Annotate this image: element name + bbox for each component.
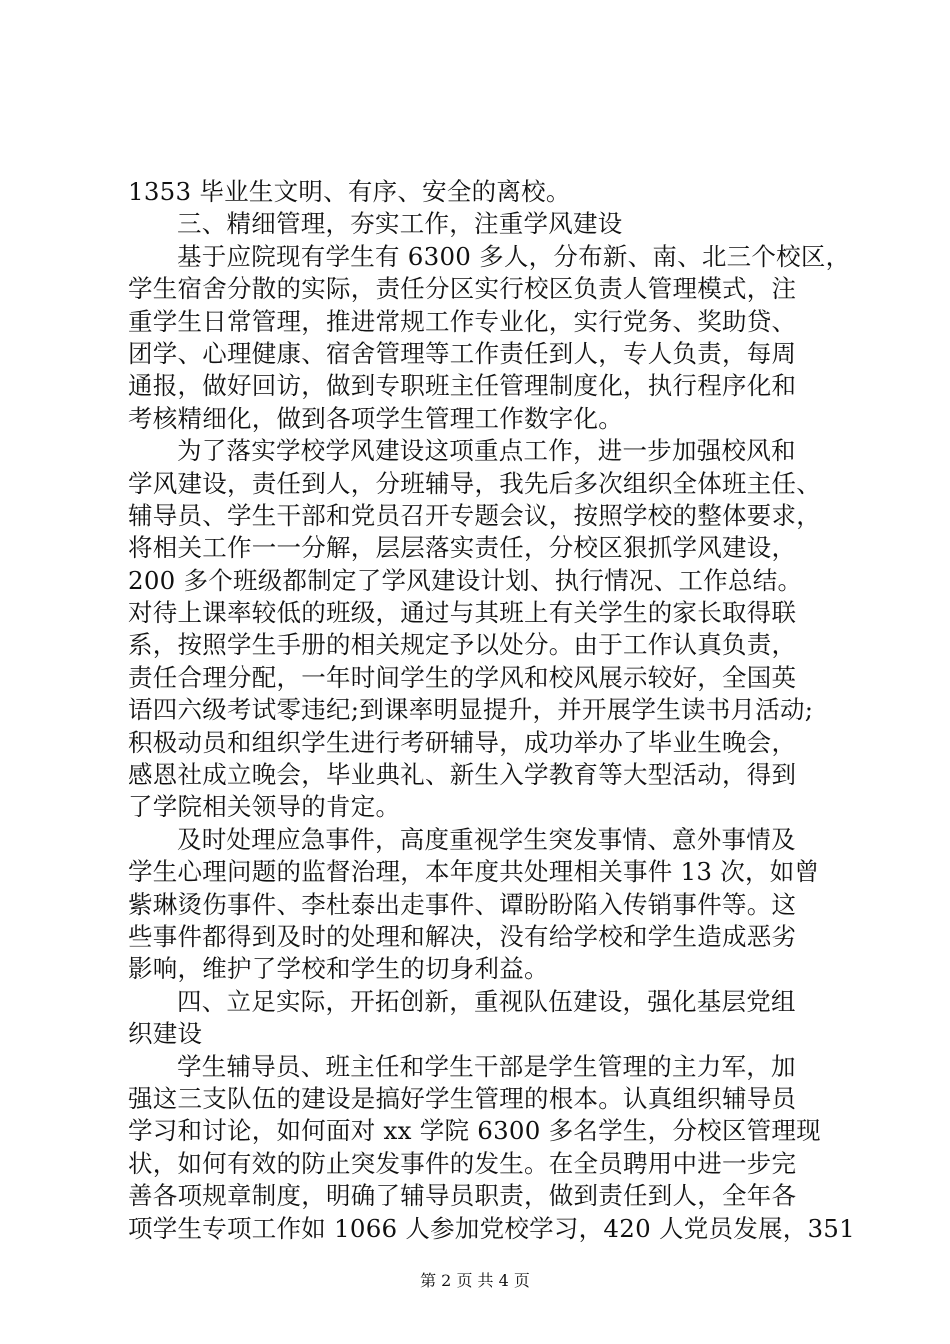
text-line: 为了落实学校学风建设这项重点工作，进一步加强校风和 bbox=[177, 436, 796, 466]
text-line: 感恩社成立晚会，毕业典礼、新生入学教育等大型活动，得到 bbox=[128, 760, 797, 790]
text-line: 及时处理应急事件，高度重视学生突发事情、意外事情及 bbox=[177, 824, 796, 854]
section-heading: 四、立足实际，开拓创新，重视队伍建设，强化基层党组 bbox=[177, 986, 796, 1016]
text-line: 学习和讨论，如何面对 xx 学院 6300 多名学生，分校区管理现 bbox=[128, 1116, 821, 1146]
page-footer bbox=[0, 1271, 950, 1291]
text-line: 对待上课率较低的班级，通过与其班上有关学生的家长取得联 bbox=[128, 598, 797, 628]
text-line: 学风建设，责任到人，分班辅导，我先后多次组织全体班主任、 bbox=[128, 468, 821, 498]
text-line: 强这三支队伍的建设是搞好学生管理的根本。认真组织辅导员 bbox=[128, 1083, 797, 1113]
text-line: 系，按照学生手册的相关规定予以处分。由于工作认真负责， bbox=[128, 630, 797, 660]
text-line: 责任合理分配，一年时间学生的学风和校风展示较好，全国英 bbox=[128, 662, 797, 692]
text-line: 辅导员、学生干部和党员召开专题会议，按照学校的整体要求， bbox=[128, 500, 821, 530]
text-line: 学生宿舍分散的实际，责任分区实行校区负责人管理模式，注 bbox=[128, 274, 797, 304]
text-line: 200 多个班级都制定了学风建设计划、执行情况、工作总结。 bbox=[128, 565, 803, 595]
text-line: 重学生日常管理，推进常规工作专业化，实行党务、奖助贷、 bbox=[128, 306, 797, 336]
section-heading-continued: 织建设 bbox=[128, 1019, 203, 1049]
document-body bbox=[128, 176, 855, 1245]
text-line: 将相关工作一一分解，层层落实责任，分校区狠抓学风建设， bbox=[128, 533, 797, 563]
text-line: 些事件都得到及时的处理和解决，没有给学校和学生造成恶劣 bbox=[128, 921, 797, 951]
text-line: 学生心理问题的监督治理，本年度共处理相关事件 13 次，如曾 bbox=[128, 857, 820, 887]
text-line: 项学生专项工作如 1066 人参加党校学习，420 人党员发展，351 bbox=[128, 1213, 855, 1243]
text-line: 语四六级考试零违纪;到课率明显提升，并开展学生读书月活动; bbox=[128, 695, 814, 725]
text-line: 了学院相关领导的肯定。 bbox=[128, 792, 401, 822]
page-number-label: 第 2 页 共 4 页 bbox=[420, 1271, 530, 1290]
text-line: 紫琳烫伤事件、李杜泰出走事件、谭盼盼陷入传销事件等。这 bbox=[128, 889, 797, 919]
text-line: 积极动员和组织学生进行考研辅导，成功举办了毕业生晚会， bbox=[128, 727, 797, 757]
text-line: 团学、心理健康、宿舍管理等工作责任到人，专人负责，每周 bbox=[128, 338, 797, 368]
text-line: 通报，做好回访，做到专职班主任管理制度化，执行程序化和 bbox=[128, 371, 797, 401]
section-heading: 三、精细管理，夯实工作，注重学风建设 bbox=[177, 209, 623, 239]
text-line: 善各项规章制度，明确了辅导员职责，做到责任到人，全年各 bbox=[128, 1181, 797, 1211]
text-line: 1353 毕业生文明、有序、安全的离校。 bbox=[128, 177, 571, 206]
text-line: 影响，维护了学校和学生的切身利益。 bbox=[128, 954, 549, 984]
text-line: 状，如何有效的防止突发事件的发生。在全员聘用中进一步完 bbox=[128, 1148, 797, 1178]
text-line: 学生辅导员、班主任和学生干部是学生管理的主力军，加 bbox=[177, 1051, 796, 1081]
text-line: 考核精细化，做到各项学生管理工作数字化。 bbox=[128, 403, 623, 433]
text-line: 基于应院现有学生有 6300 多人，分布新、南、北三个校区， bbox=[177, 241, 851, 271]
